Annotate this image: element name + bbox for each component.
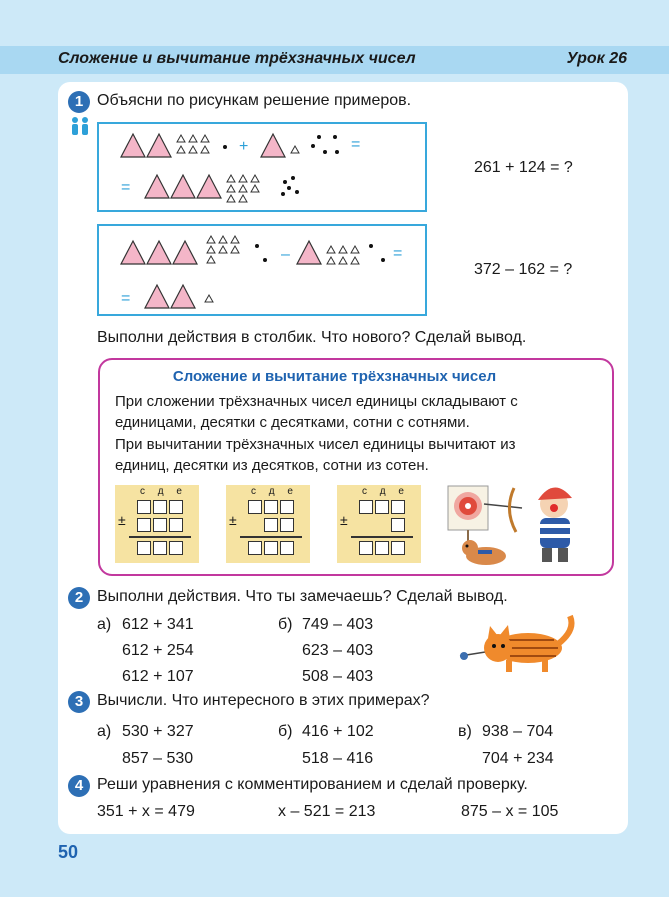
blocks-addition-illustration — [99, 124, 425, 210]
task-2-b-2: 623 – 403 — [302, 642, 374, 659]
digit-cell — [375, 500, 389, 514]
svg-text:–: – — [281, 246, 290, 263]
digit-cell — [137, 541, 151, 555]
cat-illustration — [458, 612, 588, 676]
digit-cell — [153, 541, 167, 555]
task-2-a-2: 612 + 254 — [122, 642, 194, 659]
lesson-topic-title: Сложение и вычитание трёхзначных чисел — [58, 50, 416, 67]
digit-cell — [169, 518, 183, 532]
task-1-followup: Выполни действия в столбик. Что нового? Сделай вывод. — [97, 329, 527, 346]
equation-2: x – 521 = 213 — [278, 803, 376, 820]
task-3-b-1: 416 + 102 — [302, 723, 374, 740]
task-3-a-1: 530 + 327 — [122, 723, 194, 740]
digit-cell — [248, 500, 262, 514]
task-3-label-c: в) — [458, 723, 472, 740]
task-2-number: 2 — [68, 587, 90, 609]
pair-work-icon — [68, 116, 92, 136]
example-2-picture — [97, 224, 427, 316]
place-value-header: с д е — [140, 486, 187, 497]
digit-cell — [359, 500, 373, 514]
task-2-a-1: 612 + 341 — [122, 616, 194, 633]
digit-cell — [391, 518, 405, 532]
example-1-picture — [97, 122, 427, 212]
example-1-expression: 261 + 124 = ? — [474, 159, 573, 176]
rule-line-4: единиц, десятки из десятков, сотни из сотен. — [115, 457, 429, 474]
column-grid-card — [115, 485, 199, 563]
plus-minus-sign: ± — [229, 512, 237, 528]
digit-cell — [280, 500, 294, 514]
rule-line-2: единицами, десятки с десятками, сотни с сотнями. — [115, 414, 470, 431]
task-2-label-a: а) — [97, 616, 112, 633]
digit-cell — [137, 500, 151, 514]
svg-text:=: = — [351, 136, 361, 153]
task-1-number: 1 — [68, 91, 90, 113]
digit-cell — [264, 500, 278, 514]
digit-cell — [359, 541, 373, 555]
digit-cell — [280, 518, 294, 532]
task-2-a-3: 612 + 107 — [122, 668, 194, 685]
task-2-instruction: Выполни действия. Что ты замечаешь? Сделай вывод. — [97, 588, 508, 605]
task-3-c-2: 704 + 234 — [482, 750, 554, 767]
task-3-c-1: 938 – 704 — [482, 723, 554, 740]
svg-text:+: + — [239, 138, 249, 155]
digit-cell — [169, 541, 183, 555]
task-3-number: 3 — [68, 691, 90, 713]
blocks-subtraction-illustration — [99, 226, 425, 314]
lesson-number: Урок 26 — [566, 50, 627, 67]
rule-line-1: При сложении трёхзначных чисел единицы складывают с — [115, 393, 518, 410]
digit-cell — [153, 500, 167, 514]
equation-1: 351 + x = 479 — [97, 803, 195, 820]
plus-minus-sign: ± — [118, 512, 126, 528]
sum-line — [351, 536, 413, 538]
task-2-b-3: 508 – 403 — [302, 668, 374, 685]
task-1-instruction: Объясни по рисункам решение примеров. — [97, 92, 412, 109]
task-3-instruction: Вычисли. Что интересного в этих примерах? — [97, 692, 430, 709]
sum-line — [240, 536, 302, 538]
column-grid-card — [337, 485, 421, 563]
digit-cell — [264, 541, 278, 555]
digit-cell — [153, 518, 167, 532]
page-number: 50 — [58, 842, 79, 862]
task-4-number: 4 — [68, 775, 90, 797]
svg-text:=: = — [393, 245, 403, 262]
task-2-b-1: 749 – 403 — [302, 616, 374, 633]
equation-3: 875 – x = 105 — [461, 803, 559, 820]
svg-text:=: = — [121, 179, 131, 196]
digit-cell — [137, 518, 151, 532]
digit-cell — [280, 541, 294, 555]
digit-cell — [391, 541, 405, 555]
task-3-label-b: б) — [278, 723, 293, 740]
archer-clown-illustration — [444, 480, 594, 570]
svg-text:=: = — [121, 290, 131, 307]
digit-cell — [264, 518, 278, 532]
digit-cell — [169, 500, 183, 514]
place-value-header: с д е — [251, 486, 298, 497]
column-grid-card — [226, 485, 310, 563]
digit-cell — [391, 500, 405, 514]
example-2-expression: 372 – 162 = ? — [474, 261, 573, 278]
task-4-instruction: Реши уравнения с комментированием и сделай проверку. — [97, 776, 528, 793]
place-value-header: с д е — [362, 486, 409, 497]
digit-cell — [248, 541, 262, 555]
rule-line-3: При вычитании трёхзначных чисел единицы вычитают из — [115, 436, 516, 453]
task-3-a-2: 857 – 530 — [122, 750, 194, 767]
rule-title: Сложение и вычитание трёхзначных чисел — [172, 368, 497, 385]
sum-line — [129, 536, 191, 538]
task-2-label-b: б) — [278, 616, 293, 633]
task-3-label-a: а) — [97, 723, 112, 740]
digit-cell — [375, 541, 389, 555]
task-3-b-2: 518 – 416 — [302, 750, 374, 767]
plus-minus-sign: ± — [340, 512, 348, 528]
